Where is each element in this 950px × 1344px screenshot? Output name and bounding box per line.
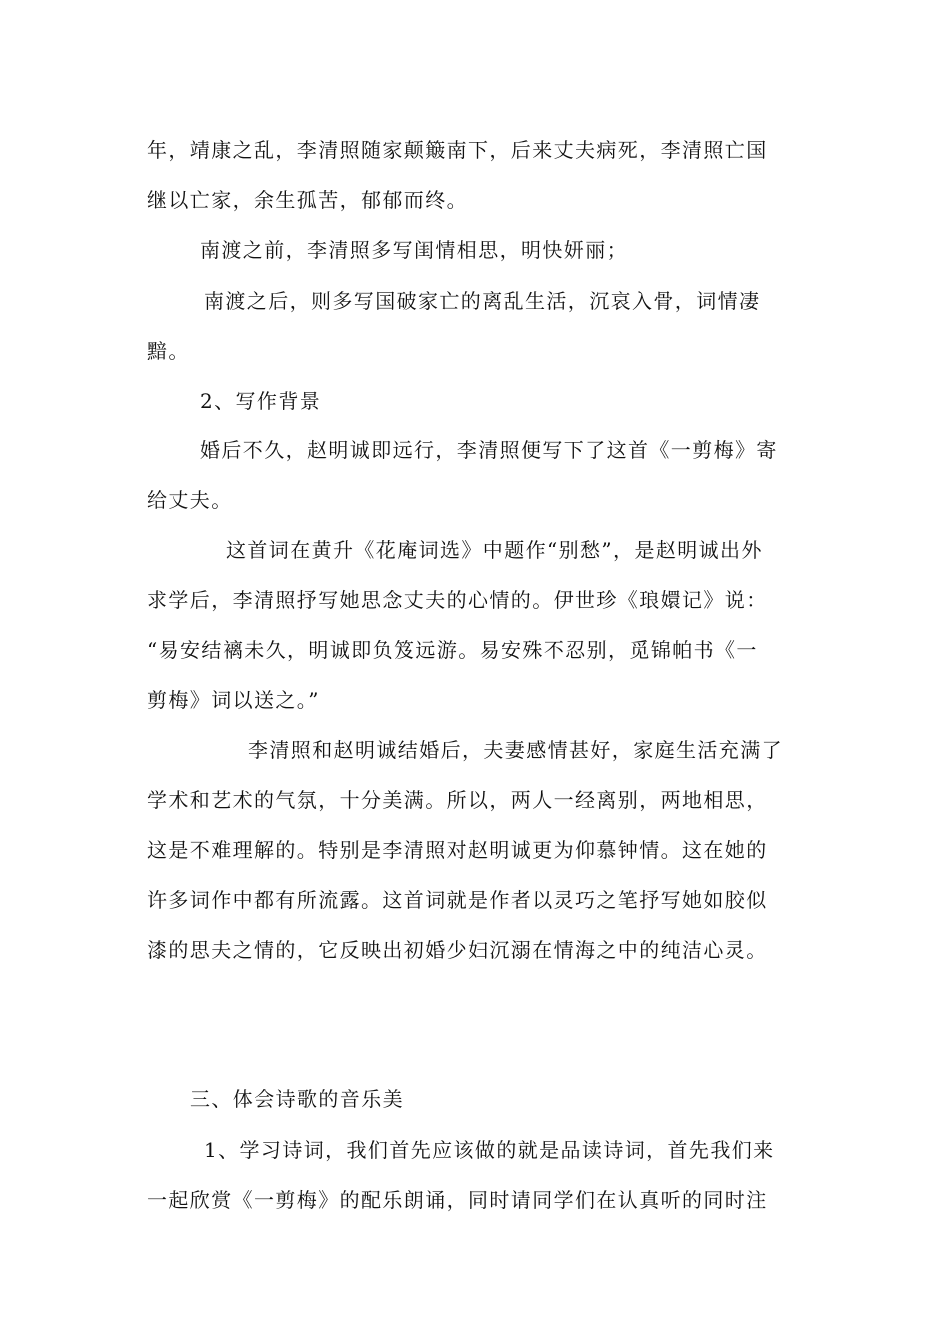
text-line: 南渡之后，则多写国破家亡的离乱生活，沉哀入骨，词情凄 xyxy=(204,289,761,313)
text-line: 许多词作中都有所流露。这首词就是作者以灵巧之笔抒写她如胶似 xyxy=(147,888,768,912)
text-line: 黯。 xyxy=(147,339,190,363)
text-line: 一起欣赏《一剪梅》的配乐朗诵，同时请同学们在认真听的同时注 xyxy=(147,1188,768,1212)
text-line: 这首词在黄升《花庵词选》中题作“别愁”，是赵明诚出外 xyxy=(226,538,763,562)
text-line: 南渡之前，李清照多写闺情相思，明快妍丽； xyxy=(200,238,628,262)
text-line: 漆的思夫之情的，它反映出初婚少妇沉溺在情海之中的纯洁心灵。 xyxy=(147,938,768,962)
text-line: 李清照和赵明诚结婚后，夫妻感情甚好，家庭生活充满了 xyxy=(248,738,783,762)
text-line: 年，靖康之乱，李清照随家颠簸南下，后来丈夫病死，李清照亡国 xyxy=(147,138,768,162)
text-line: 这是不难理解的。特别是李清照对赵明诚更为仰慕钟情。这在她的 xyxy=(147,838,768,862)
text-line: 继以亡家，余生孤苦，郁郁而终。 xyxy=(147,188,468,212)
section-heading: 三、体会诗歌的音乐美 xyxy=(190,1087,404,1111)
text-line: 学术和艺术的气氛，十分美满。所以，两人一经离别，两地相思， xyxy=(147,788,768,812)
text-line: 1、学习诗词，我们首先应该做的就是品读诗词，首先我们来 xyxy=(204,1138,775,1162)
text-line: “易安结褵未久，明诚即负笈远游。易安殊不忍别，觅锦帕书《一 xyxy=(147,638,758,662)
text-line: 给丈夫。 xyxy=(147,488,233,512)
text-line: 婚后不久，赵明诚即远行，李清照便写下了这首《一剪梅》寄 xyxy=(200,438,778,462)
text-line: 剪梅》词以送之。” xyxy=(147,688,320,712)
text-line: 求学后，李清照抒写她思念丈夫的心情的。伊世珍《琅嬛记》说： xyxy=(147,588,768,612)
section-heading: 2、写作背景 xyxy=(200,389,322,413)
